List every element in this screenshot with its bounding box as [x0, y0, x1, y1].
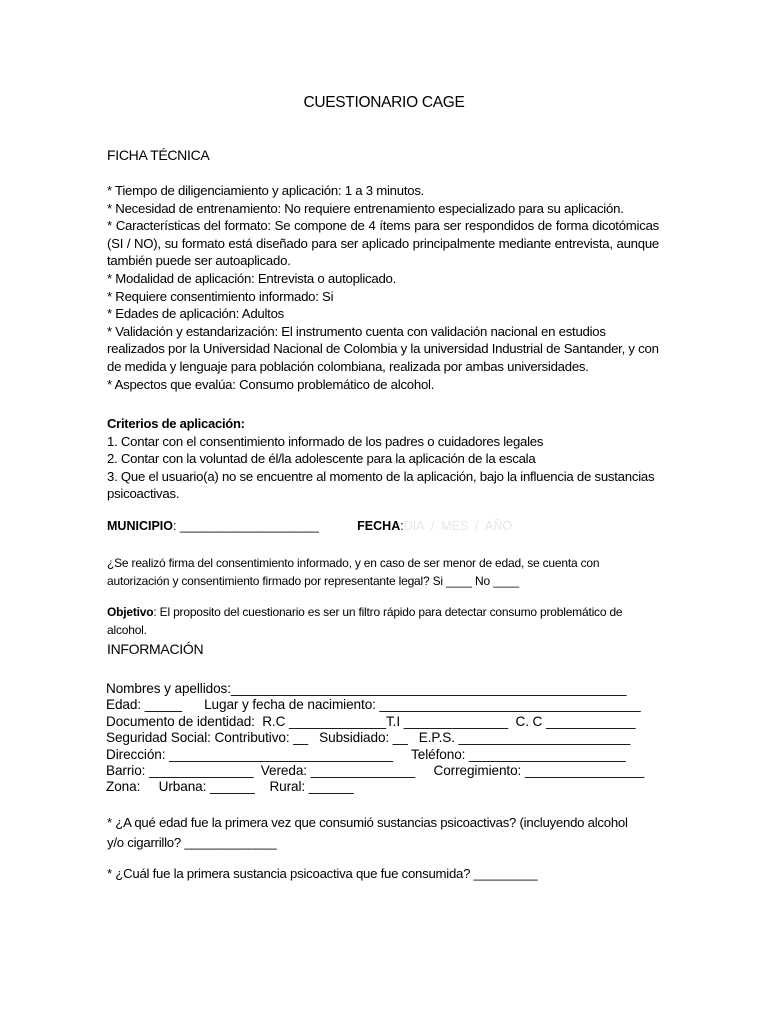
fecha-colon: :	[400, 519, 404, 533]
ficha-line: * Validación y estandarización: El instrumento cuenta con validación nacional en estudios realizados por la Universidad Nacional de Colombia y la universidad Industrial de Santander, y con de medida y lenguaje para población colombiana, realizada por ambas universidades.	[107, 323, 659, 374]
ficha-line: * Tiempo de diligenciamiento y aplicación: 1 a 3 minutos.	[107, 183, 425, 198]
municipio-field[interactable]: : ____________________	[172, 519, 319, 533]
form-line-barrio[interactable]: Barrio: ______________ Vereda: ______________ Corregimiento: ________________	[106, 763, 645, 779]
fecha-label: FECHA	[357, 519, 401, 533]
form-line-edad[interactable]: Edad: _____ Lugar y fecha de nacimiento: ___________________________________	[106, 697, 641, 713]
ficha-line: * Características del formato: Se compone de 4 ítems para ser respondidos de forma dicotómicas (SI / NO), su formato está diseñado para ser aplicado principalmente mediante entrevista, aunque también puede ser autoaplicado.	[107, 218, 659, 269]
question-primera-sustancia: * ¿Cuál fue la primera sustancia psicoactiva que fue consumida? _________	[107, 866, 538, 881]
criterios-heading: Criterios de aplicación:	[107, 416, 245, 431]
form-line-nombres[interactable]: Nombres y apellidos:_____________________________________________________	[106, 681, 627, 696]
municipio-label: MUNICIPIO	[107, 519, 173, 533]
informacion-form	[106, 681, 644, 796]
form-line-direccion[interactable]: Dirección: ______________________________ Teléfono: _____________________	[106, 746, 626, 762]
ficha-line: * Necesidad de entrenamiento: No requiere entrenamiento especializado para su aplicación.	[107, 200, 624, 216]
form-line-zona[interactable]: Zona: Urbana: ______ Rural: ______	[106, 779, 354, 795]
consent-question: ¿Se realizó firma del consentimiento informado, y en caso de ser menor de edad, se cuenta con autorización y consentimiento firmado por representante legal? Si ____ No ____	[107, 556, 600, 588]
ficha-line: * Requiere consentimiento informado: Si	[107, 288, 334, 304]
form-line-documento[interactable]: Documento de identidad: R.C _____________T.I ______________ C. C ____________	[106, 713, 636, 729]
ficha-body	[107, 182, 659, 393]
objetivo-row	[107, 603, 659, 639]
objetivo-text: : El proposito del cuestionario es ser un filtro rápido para detectar consumo problemático de alcohol.	[107, 605, 623, 637]
informacion-heading: INFORMACIÓN	[107, 641, 204, 657]
ficha-line: * Edades de aplicación: Adultos	[107, 306, 285, 322]
objetivo-label: Objetivo	[107, 605, 154, 619]
criterio-item: 2. Contar con la voluntad de él/la adolescente para la aplicación de la escala	[107, 451, 536, 467]
ficha-heading: FICHA TÉCNICA	[107, 147, 210, 163]
criterio-item: 1. Contar con el consentimiento informado de los padres o cuidadores legales	[107, 433, 544, 449]
page-title: CUESTIONARIO CAGE	[303, 94, 465, 111]
fecha-field[interactable]: DIA / MES / AÑO	[403, 519, 513, 533]
form-line-seguridad-social[interactable]: Seguridad Social: Contributivo: __ Subsidiado: __ E.P.S. _______________________	[106, 730, 631, 746]
municipio-fecha-row	[107, 519, 512, 533]
question-edad-primer-consumo: * ¿A qué edad fue la primera vez que consumió sustancias psicoactivas? (incluyendo alcohol y/o cigarrillo? _____________	[107, 815, 628, 850]
criterio-item: 3. Que el usuario(a) no se encuentre al momento de la aplicación, bajo la influencia de sustancias psicoactivas.	[107, 468, 655, 502]
ficha-line: * Modalidad de aplicación: Entrevista o autoplicado.	[107, 270, 397, 286]
criterios-section	[107, 415, 659, 503]
ficha-line: * Aspectos que evalúa: Consumo problemático de alcohol.	[107, 376, 435, 392]
